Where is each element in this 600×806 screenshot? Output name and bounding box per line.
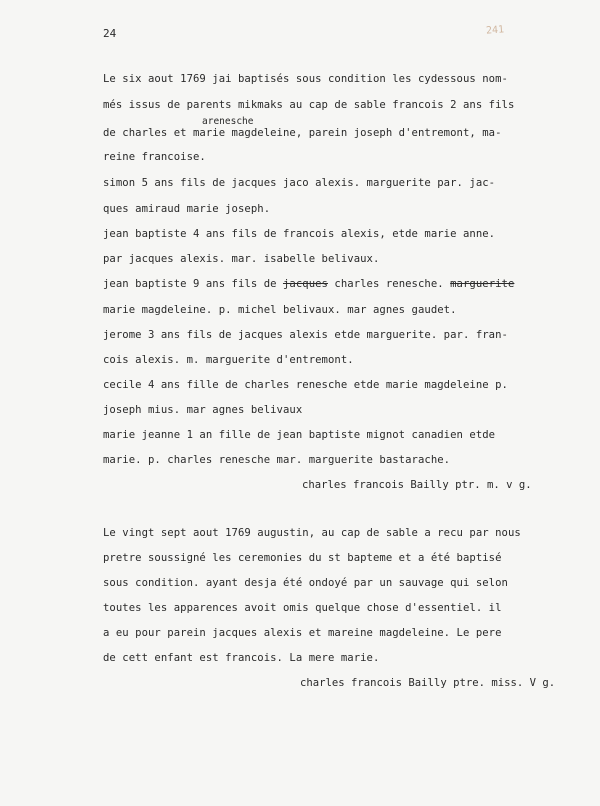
struck-word: marguerite [450,278,515,290]
text-line: toutes les apparences avoit omis quelque chose d'essentiel. il [103,602,502,614]
text-line-with-strikeout [103,278,514,290]
text-line: ques amiraud marie joseph. [103,203,271,215]
signature: charles francois Bailly ptre. miss. V g. [300,677,556,689]
text-segment: jean baptiste 9 ans fils de [103,278,283,290]
struck-word: jacques [282,278,328,290]
interlinear-insertion: arenesche [202,116,254,127]
text-line: jean baptiste 4 ans fils de francois alexis, etde marie anne. [103,228,496,240]
text-line: marie magdeleine. p. michel belivaux. mar agnes gaudet. [103,304,457,316]
text-line: Le six aout 1769 jai baptisés sous condition les cydessous nom- [103,73,508,85]
text-line: marie jeanne 1 an fille de jean baptiste mignot canadien etde [103,429,496,441]
text-line: a eu pour parein jacques alexis et mareine magdeleine. Le pere [103,627,502,639]
text-line: simon 5 ans fils de jacques jaco alexis. marguerite par. jac- [103,177,496,189]
archive-stamp: 241 [485,24,505,37]
text-line: pretre soussigné les ceremonies du st bapteme et a été baptisé [103,552,502,564]
text-line: de charles et marie magdeleine, parein joseph d'entremont, ma- [103,127,502,139]
text-segment: charles renesche. [327,278,451,290]
signature: charles francois Bailly ptr. m. v g. [302,479,532,491]
text-line: joseph mius. mar agnes belivaux [103,404,303,416]
text-line: cois alexis. m. marguerite d'entremont. [103,354,354,366]
text-line: cecile 4 ans fille de charles renesche etde marie magdeleine p. [103,379,508,391]
text-line: de cett enfant est francois. La mere marie. [103,652,380,664]
text-line: par jacques alexis. mar. isabelle belivaux. [103,253,380,265]
page-number: 24 [103,27,117,40]
text-line: reine francoise. [103,151,206,163]
text-line: sous condition. ayant desja été ondoyé par un sauvage qui selon [103,577,508,589]
text-line: Le vingt sept aout 1769 augustin, au cap de sable a recu par nous [103,527,521,539]
text-line: marie. p. charles renesche mar. marguerite bastarache. [103,454,451,466]
text-line: més issus de parents mikmaks au cap de sable francois 2 ans fils [103,99,515,111]
text-line: jerome 3 ans fils de jacques alexis etde marguerite. par. fran- [103,329,508,341]
